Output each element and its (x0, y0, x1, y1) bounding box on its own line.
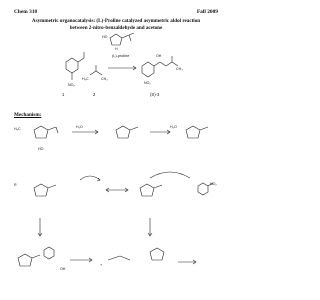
product-structure (142, 56, 178, 77)
mechanism-row-1 (34, 126, 208, 138)
title-line-2: between 2-nitro-benzaldehyde and acetone (69, 25, 163, 31)
plus-sign: + (100, 263, 103, 267)
mechanism-heading: Mechanism: (14, 112, 42, 118)
acetone-ch3-label: CH₃ (101, 77, 108, 81)
title-line-1: Asymmetric organocatalysis: (L)-Proline catalyzed asymmetric aldol reaction (31, 18, 201, 24)
mechanism-row-2 (34, 172, 213, 196)
reaction-arrow (108, 66, 136, 70)
no2-label-3: NO₂ (144, 81, 151, 85)
reagent-label: (L)-proline (112, 54, 130, 58)
mech-ho-label: HO (38, 147, 44, 151)
scheme-drawing (18, 33, 213, 266)
product-oh-label: OH (156, 54, 162, 58)
term-label: Fall 2009 (196, 9, 218, 15)
no2-label-1: NO₂ (68, 83, 75, 87)
water-loss-label-2: H₂O (76, 125, 83, 129)
compound-2-label: 2 (93, 92, 96, 97)
mech-oh-label: OH (60, 267, 66, 271)
proline-ho-label: HO (102, 35, 108, 39)
compound-3-label: (S)-3 (150, 92, 160, 97)
mech-no2-label: NO₂ (210, 182, 217, 186)
proline-h-label: H (115, 47, 118, 51)
product-ch3-label: CH₃ (176, 67, 183, 71)
vertical-arrows (38, 218, 152, 236)
mech-h3c-label: H₃C (14, 127, 21, 131)
mechanism-row-3 (18, 247, 196, 266)
acetone-structure (90, 65, 102, 75)
proline-structure (110, 33, 134, 45)
compound-1-label: 1 (62, 92, 65, 97)
reactant-1-structure (66, 52, 84, 80)
water-loss-label: H₂O (170, 125, 177, 129)
acetone-h3c-label: H₃C (82, 77, 89, 81)
course-name: Chem 310 (14, 9, 38, 15)
mech-r-label: R (14, 183, 17, 187)
scheme-labels (14, 35, 217, 271)
